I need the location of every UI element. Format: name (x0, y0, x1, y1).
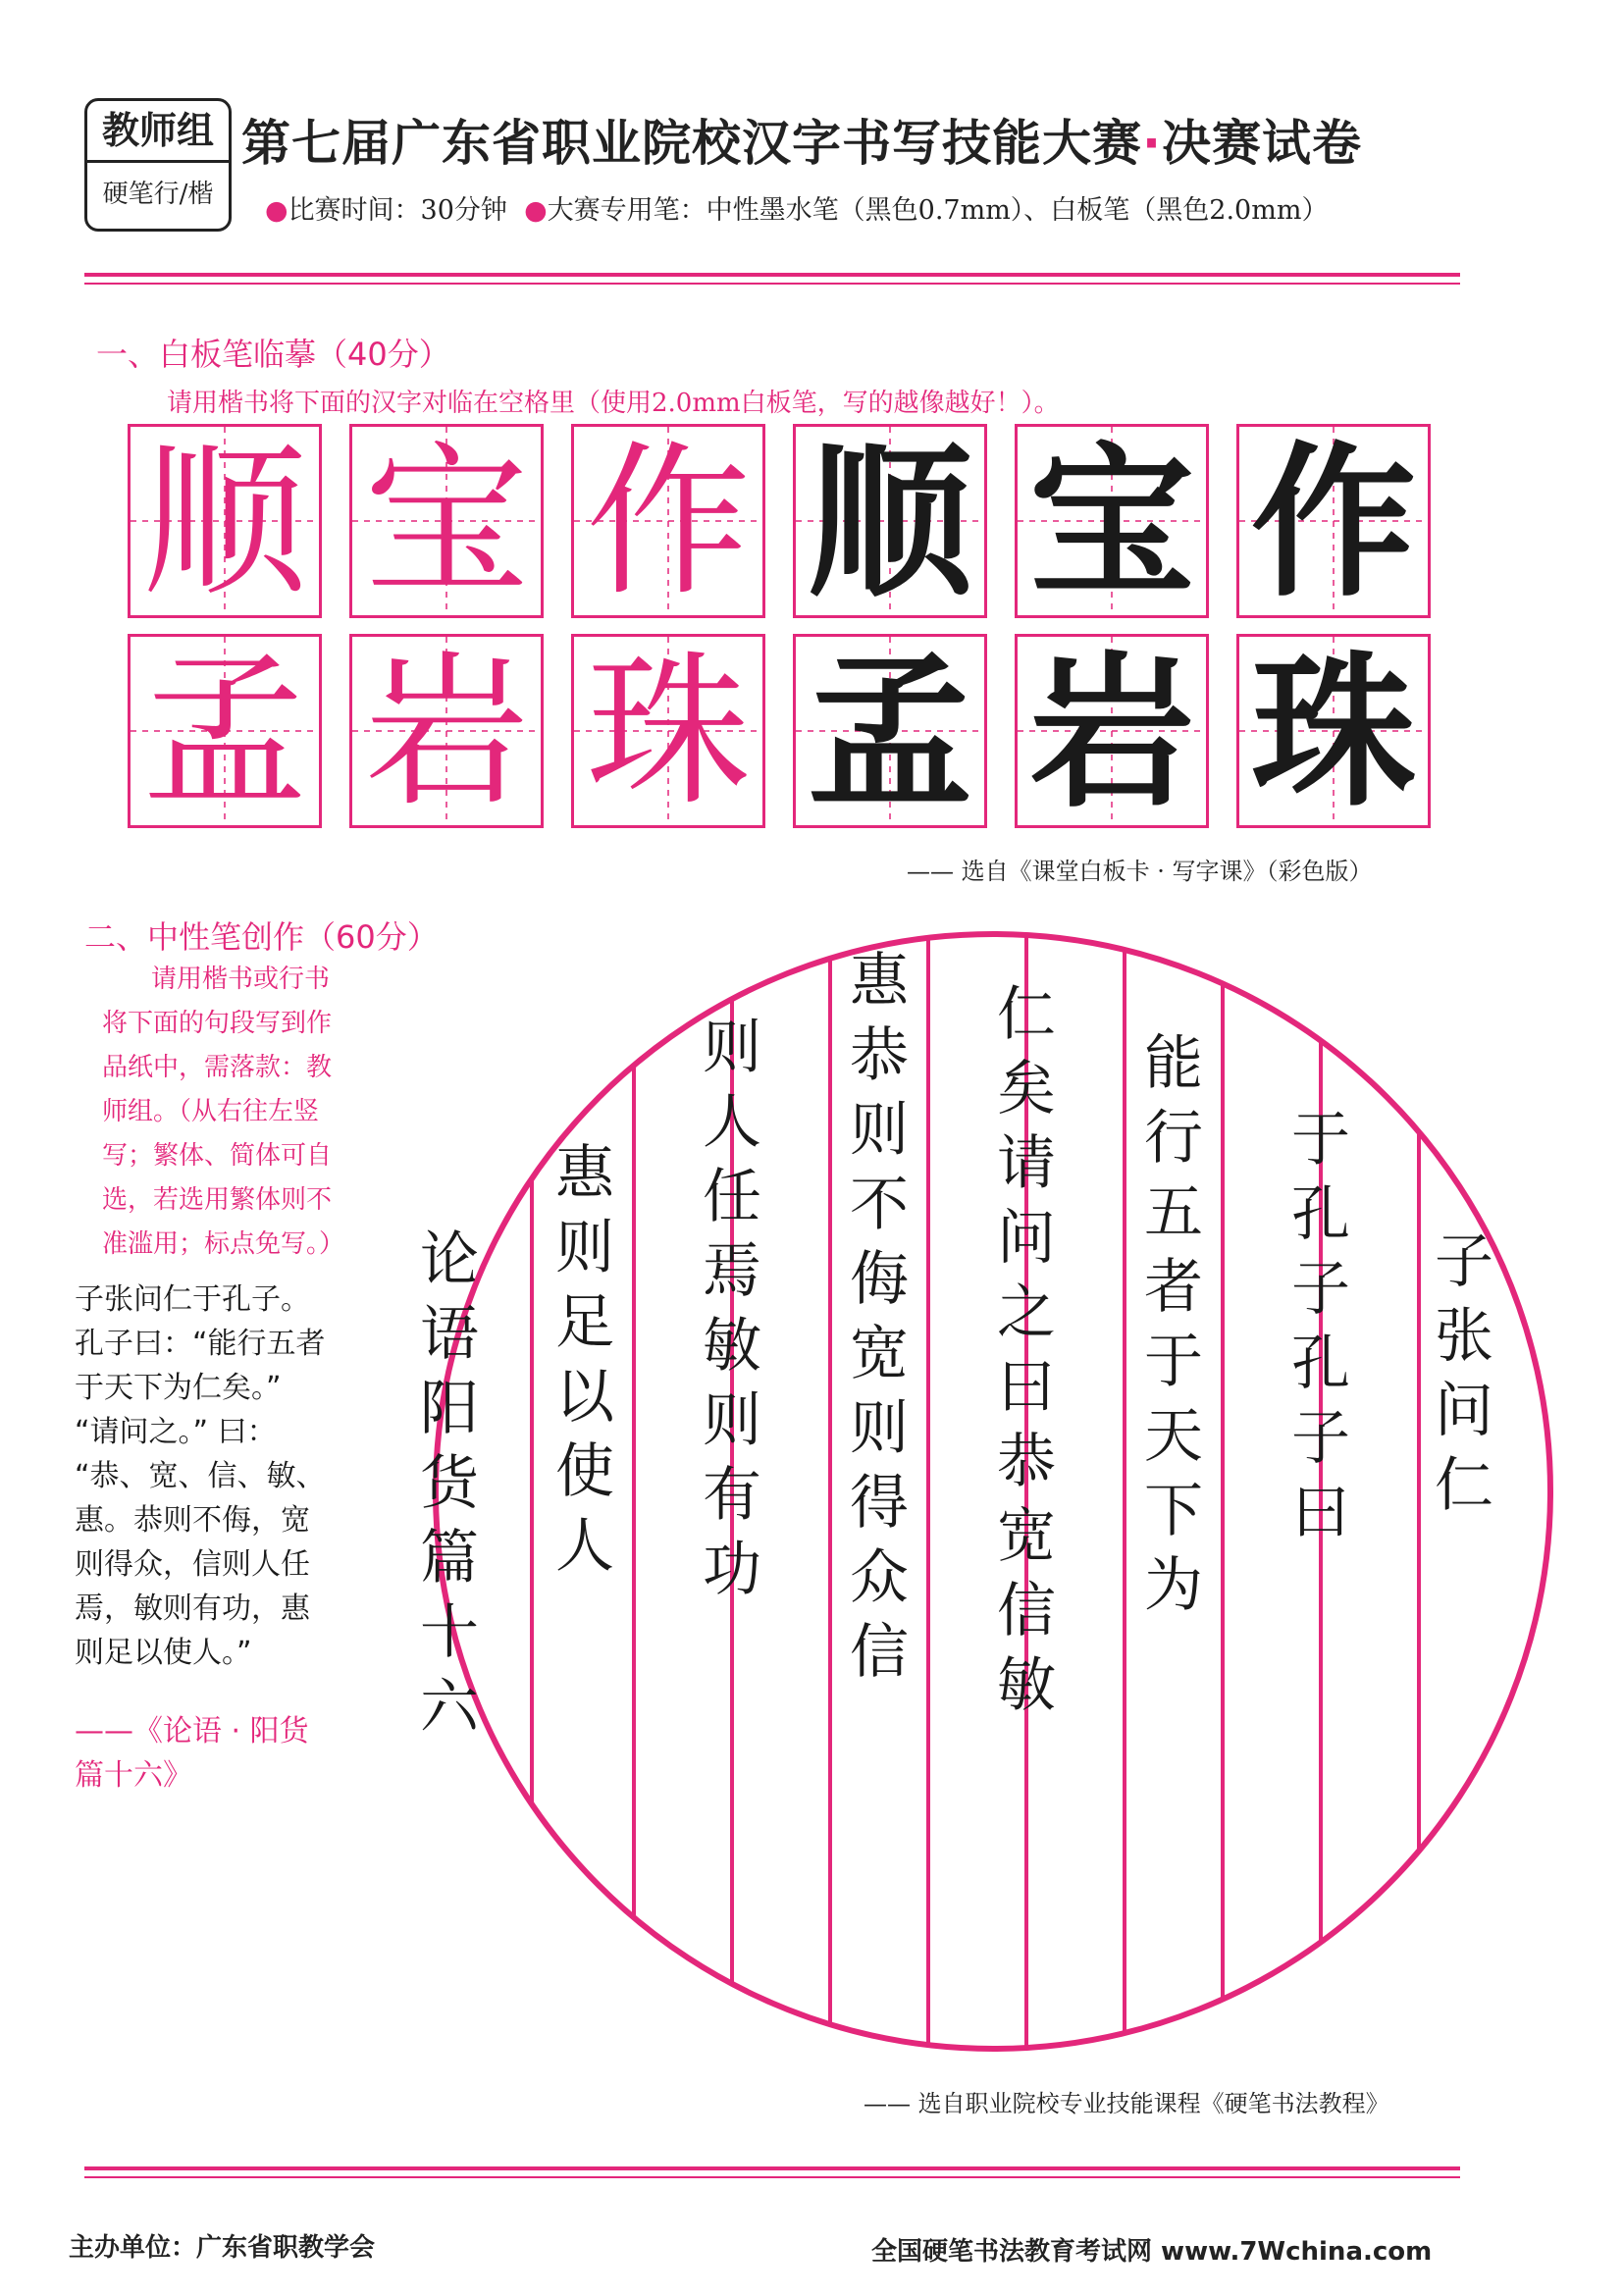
footer-divider (84, 2166, 1460, 2170)
section1-instruction: 请用楷书将下面的汉字对临在空格里（使用2.0mm白板笔，写的越像越好！）。 (167, 389, 1060, 418)
grid-cell (571, 424, 765, 618)
copied-character: 珠 (1251, 635, 1416, 829)
passage-line: 则得众，信则人任 (75, 1547, 310, 1582)
grid-cell (1015, 424, 1209, 618)
passage-source (75, 1709, 309, 1798)
badge-style-label: 硬笔行/楷 (102, 180, 214, 209)
calligraphy-column: 能行五者于天下为 (1144, 1029, 1203, 1620)
copied-character: 作 (1251, 425, 1416, 619)
source-line: 篇十六》 (75, 1758, 192, 1793)
section2-title: 二、中性笔创作（60分） (84, 918, 439, 956)
section1-source: —— 选自《课堂白板卡 · 写字课》（彩色版） (907, 858, 1373, 885)
footer-divider-thin (84, 2176, 1460, 2178)
passage-line: 子张问仁于孔子。 (75, 1282, 310, 1317)
grid-cell (793, 634, 987, 828)
title-tail: 决赛试卷 (1162, 115, 1362, 172)
grid-cell (1236, 634, 1431, 828)
source-line: ——《论语 · 阳货 (75, 1714, 309, 1748)
copied-character: 宝 (1029, 425, 1194, 619)
grid-cell (1236, 424, 1431, 618)
exam-pens: 大赛专用笔：中性墨水笔（黑色0.7mm）、白板笔（黑色2.0mm） (547, 195, 1329, 226)
passage-line: 孔子曰：“能行五者 (75, 1327, 326, 1361)
calligraphy-column: 论语阳货篇十六 (420, 1226, 479, 1742)
header-divider (84, 273, 1460, 277)
passage-line: 则足以使人。” (75, 1636, 252, 1670)
grid-cell (128, 634, 322, 828)
copied-character: 顺 (808, 425, 972, 619)
instruction-line: 准滥用；标点免写。） (102, 1229, 345, 1259)
section1-title: 一、白板笔临摹（40分） (96, 336, 450, 373)
section2-instruction (102, 958, 347, 1267)
title-dot: · (1142, 115, 1162, 172)
calligraphy-column: 则人任焉敏则有功 (703, 1014, 761, 1604)
website: 全国硬笔书法教育考试网 www.7Wchina.com (871, 2237, 1433, 2267)
section2-source: —— 选自职业院校专业技能课程《硬笔书法教程》 (864, 2090, 1389, 2117)
page-title (241, 104, 1362, 175)
model-character: 孟 (142, 636, 307, 828)
model-character: 宝 (364, 426, 529, 618)
copied-character: 孟 (808, 635, 972, 829)
instruction-line: 写；繁体、简体可自 (102, 1141, 333, 1171)
badge-group-label: 教师组 (87, 101, 229, 163)
model-character: 顺 (142, 426, 307, 618)
calligraphy-column: 惠则足以使人 (555, 1139, 614, 1581)
passage-text (75, 1278, 359, 1675)
instruction-line: 请用楷书或行书 (151, 965, 331, 994)
copied-character: 岩 (1029, 635, 1194, 829)
bullet-icon: ● (524, 195, 548, 226)
grid-cell (571, 634, 765, 828)
grid-cell (349, 634, 544, 828)
grid-cell (793, 424, 987, 618)
calligraphy-column: 仁矣请问之曰恭宽信敏 (997, 980, 1056, 1720)
calligraphy-column: 于孔子孔子曰 (1291, 1106, 1350, 1547)
exam-time: 比赛时间：30分钟 (288, 195, 507, 226)
organizer: 主办单位：广东省职教学会 (69, 2233, 376, 2263)
calligraphy-column: 惠恭则不侮宽则得众信 (850, 947, 909, 1687)
passage-line: 于天下为仁矣。” (75, 1371, 282, 1405)
bullet-icon: ● (265, 195, 288, 226)
model-character: 珠 (586, 636, 751, 828)
calligraphy-column: 子张问仁 (1435, 1227, 1493, 1520)
grid-cell (128, 424, 322, 618)
group-badge (84, 98, 232, 232)
exam-info (265, 188, 1328, 227)
model-character: 岩 (364, 636, 529, 828)
grid-cell (349, 424, 544, 618)
model-character: 作 (586, 426, 751, 618)
instruction-line: 选，若选用繁体则不 (102, 1185, 333, 1215)
passage-line: “请问之。” 曰： (75, 1415, 277, 1449)
title-main: 第七届广东省职业院校汉字书写技能大赛 (241, 115, 1142, 172)
grid-cell (1015, 634, 1209, 828)
passage-line: 惠。恭则不侮，宽 (75, 1503, 310, 1538)
passage-line: “恭、宽、信、敏、 (75, 1459, 326, 1493)
instruction-line: 师组。（从右往左竖 (102, 1097, 320, 1126)
instruction-line: 将下面的句段写到作 (102, 1009, 333, 1038)
header-divider-thin (84, 283, 1460, 285)
instruction-line: 品纸中，需落款：教 (102, 1053, 333, 1082)
passage-line: 焉，敏则有功，惠 (75, 1592, 310, 1626)
